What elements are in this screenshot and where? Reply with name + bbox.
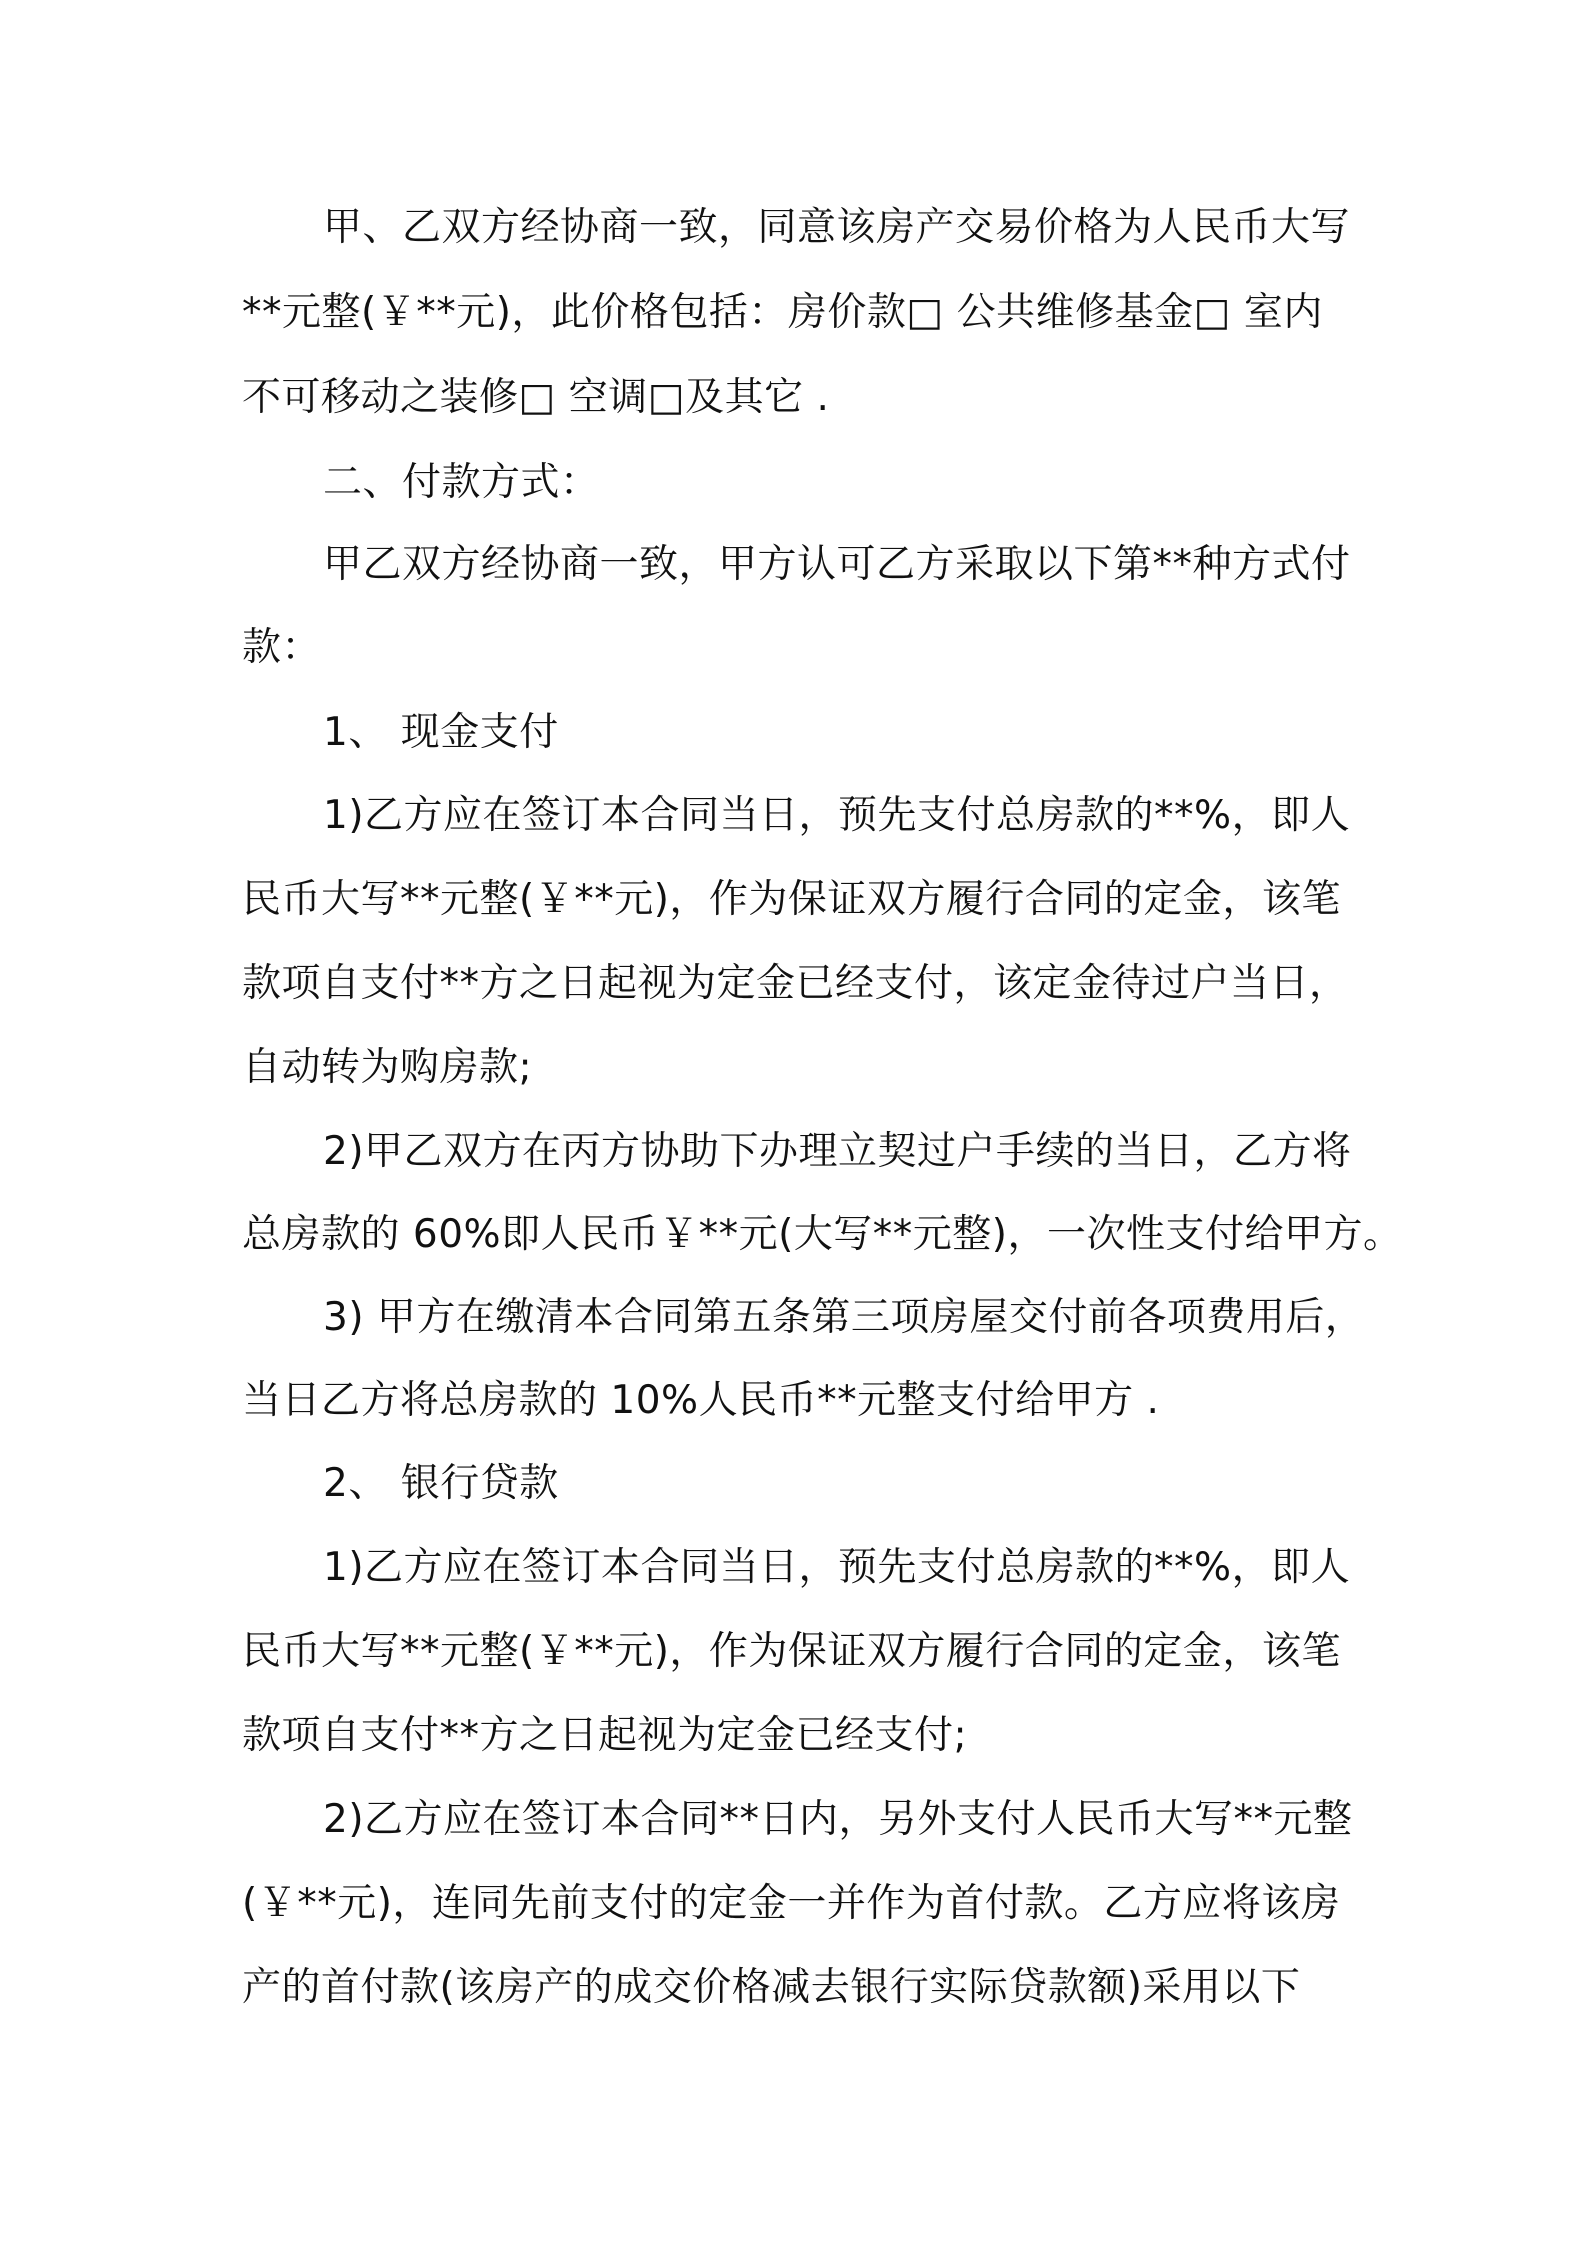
text-line: 自动转为购房款; xyxy=(242,1045,533,1090)
text-line: 民币大写**元整(￥**元)，作为保证双方履行合同的定金，该笔 xyxy=(242,877,1341,922)
text-line: 不可移动之装修□ 空调□及其它 . xyxy=(242,375,830,420)
text-line: 1)乙方应在签订本合同当日，预先支付总房款的**%，即人 xyxy=(323,793,1351,838)
text-line: 当日乙方将总房款的 10%人民币**元整支付给甲方 . xyxy=(242,1378,1160,1423)
text-line: 产的首付款(该房产的成交价格减去银行实际贷款额)采用以下 xyxy=(242,1965,1301,2010)
text-line: 3) 甲方在缴清本合同第五条第三项房屋交付前各项费用后， xyxy=(323,1295,1365,1340)
text-line: 款： xyxy=(242,625,322,670)
section-heading: 二、付款方式： xyxy=(323,460,600,505)
subsection-heading: 2、 银行贷款 xyxy=(323,1461,559,1506)
text-line: 2)甲乙双方在丙方协助下办理立契过户手续的当日，乙方将 xyxy=(323,1129,1352,1174)
text-line: 款项自支付**方之日起视为定金已经支付; xyxy=(242,1713,968,1758)
text-line: (￥**元)，连同先前支付的定金一并作为首付款。乙方应将该房 xyxy=(242,1881,1341,1926)
text-line: 甲乙双方经协商一致，甲方认可乙方采取以下第**种方式付 xyxy=(323,542,1351,587)
text-line: 2)乙方应在签订本合同**日内，另外支付人民币大写**元整 xyxy=(323,1797,1353,1842)
text-line: 甲、乙双方经协商一致，同意该房产交易价格为人民币大写 xyxy=(323,205,1351,250)
subsection-heading: 1、 现金支付 xyxy=(323,710,559,755)
text-line: 款项自支付**方之日起视为定金已经支付，该定金待过户当日， xyxy=(242,961,1349,1006)
text-line: 民币大写**元整(￥**元)，作为保证双方履行合同的定金，该笔 xyxy=(242,1629,1341,1674)
text-line: 总房款的 60%即人民币￥**元(大写**元整)，一次性支付给甲方。 xyxy=(242,1212,1403,1257)
text-line: 1)乙方应在签订本合同当日，预先支付总房款的**%，即人 xyxy=(323,1545,1351,1590)
text-line: **元整(￥**元)，此价格包括：房价款□ 公共维修基金□ 室内 xyxy=(242,290,1323,335)
